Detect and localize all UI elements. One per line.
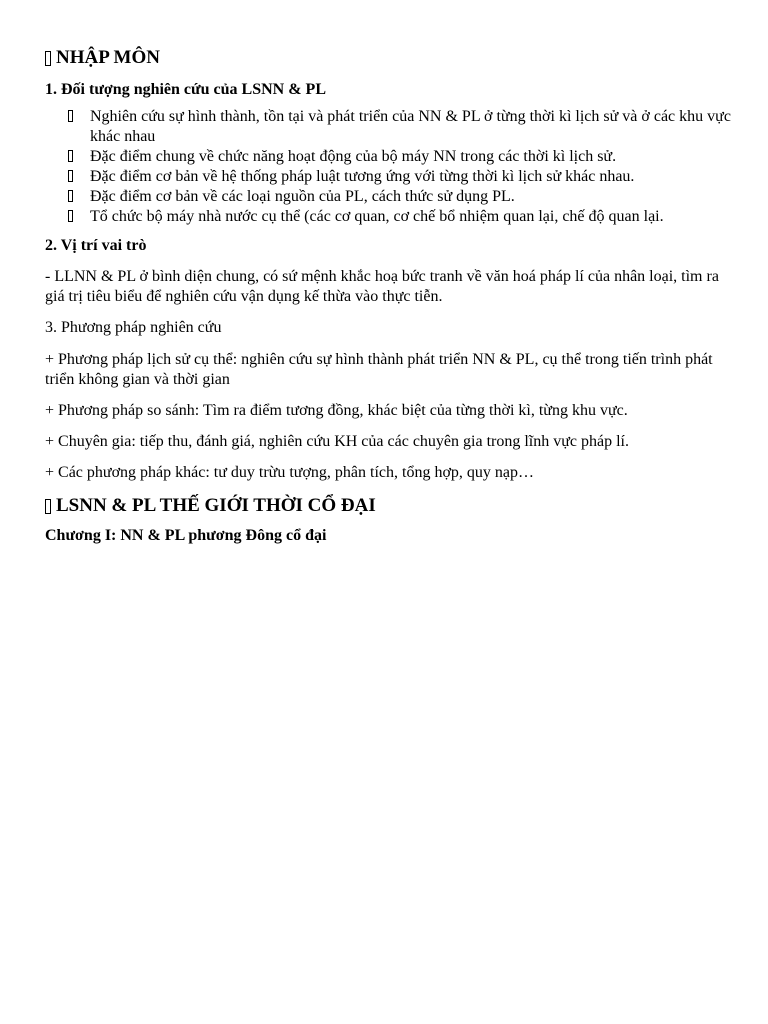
list-item-text: Đặc điểm chung về chức năng hoạt động của bộ máy NN trong các thời kì lịch sử. [90, 148, 617, 165]
list-item-text: Tổ chức bộ máy nhà nước cụ thể (các cơ quan, cơ chế bổ nhiệm quan lại, chế độ quan lại. [90, 208, 664, 225]
subheading-position-role: 2. Vị trí vai trò [45, 237, 147, 254]
section-heading-intro-text: NHẬP MÔN [56, 47, 160, 68]
bullet-icon [68, 210, 73, 222]
missing-glyph-icon [45, 499, 51, 514]
subheading-research-methods: 3. Phương pháp nghiên cứu [45, 319, 222, 336]
paragraph-method-historical: + Phương pháp lịch sử cụ thể: nghiên cứu sự hình thành phát triển NN & PL, cụ thể trong tiến trình phát triển không gian và thời gian [45, 351, 713, 388]
list-item-text: Nghiên cứu sự hình thành, tồn tại và phát triển của NN & PL ở từng thời kì lịch sử và ở các khu vực khác nhau [90, 108, 731, 145]
bullet-icon [68, 190, 73, 202]
list-item [45, 187, 735, 207]
document-page [45, 45, 735, 547]
paragraph-method-other: + Các phương pháp khác: tư duy trừu tượng, phân tích, tổng hợp, quy nạp… [45, 464, 535, 481]
list-item [45, 147, 735, 167]
list-item [45, 167, 735, 187]
subheading-research-object: 1. Đối tượng nghiên cứu của LSNN & PL [45, 81, 326, 98]
list-item [45, 107, 735, 147]
list-item [45, 207, 735, 227]
list-item-text: Đặc điểm cơ bản về hệ thống pháp luật tương ứng với từng thời kì lịch sử khác nhau. [90, 168, 635, 185]
paragraph-method-comparative: + Phương pháp so sánh: Tìm ra điểm tương đồng, khác biệt của từng thời kì, từng khu vực. [45, 402, 628, 419]
list-item-text: Đặc điểm cơ bản về các loại nguồn của PL, cách thức sử dụng PL. [90, 188, 515, 205]
paragraph-method-expert: + Chuyên gia: tiếp thu, đánh giá, nghiên cứu KH của các chuyên gia trong lĩnh vực pháp lí. [45, 433, 629, 450]
bullet-icon [68, 110, 73, 122]
section-heading-intro [45, 45, 735, 71]
research-object-list [45, 107, 735, 227]
missing-glyph-icon [45, 51, 51, 66]
paragraph-position-role: - LLNN & PL ở bình diện chung, có sứ mệnh khắc hoạ bức tranh về văn hoá pháp lí của nhân loại, tìm ra giá trị tiêu biểu để nghiên cứu vận dụng kế thừa vào thực tiễn. [45, 268, 719, 305]
chapter-heading-eastern-ancient: Chương I: NN & PL phương Đông cổ đại [45, 527, 327, 544]
bullet-icon [68, 150, 73, 162]
section-heading-ancient-world [45, 493, 735, 519]
bullet-icon [68, 170, 73, 182]
section-heading-ancient-world-text: LSNN & PL THẾ GIỚI THỜI CỔ ĐẠI [56, 495, 376, 516]
